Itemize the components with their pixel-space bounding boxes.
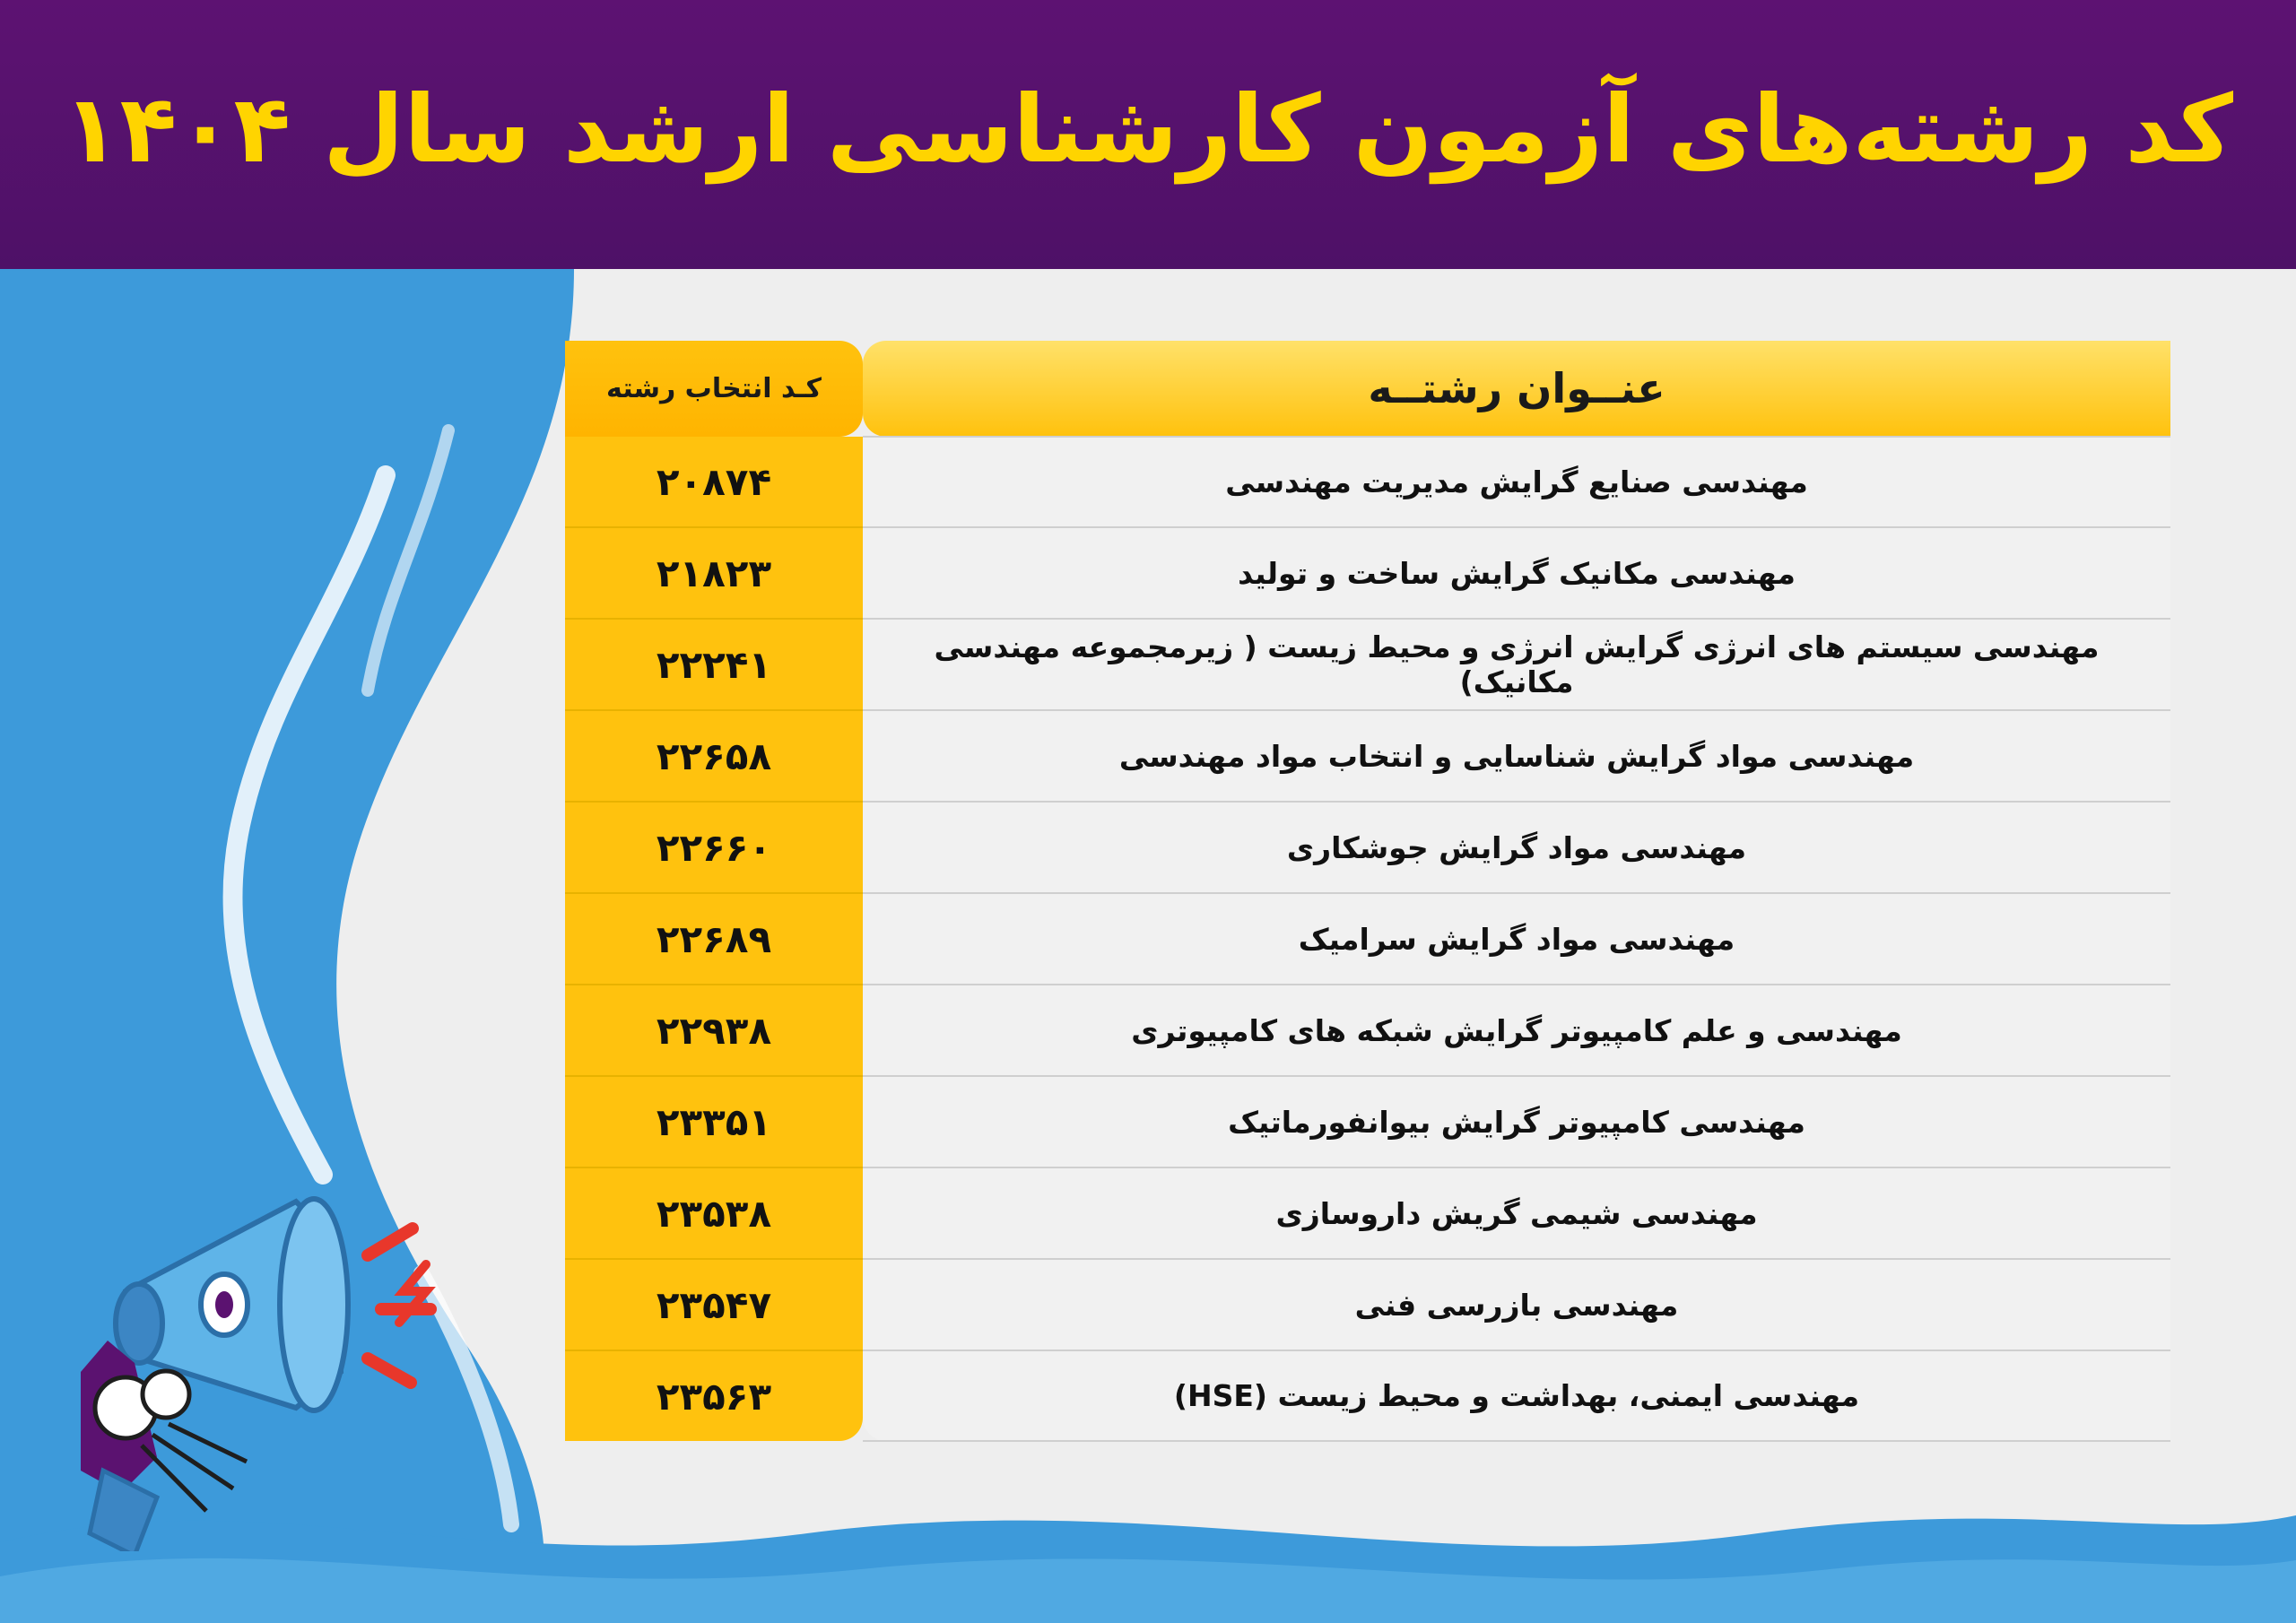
column-header-title: عنــوان رشتــه: [863, 341, 2170, 437]
table-body: [565, 437, 2170, 1441]
cell-title: مهندسی صنایع گرایش مدیریت مهندسی: [863, 437, 2170, 527]
table-row: [565, 1167, 2170, 1259]
table-row: [565, 437, 2170, 527]
cell-title: مهندسی و علم کامپیوتر گرایش شبکه های کامپیوتری: [863, 985, 2170, 1076]
cell-code: ۲۱۸۲۳: [565, 527, 863, 619]
cell-code: ۲۲۶۶۰: [565, 802, 863, 893]
cell-code: ۲۲۶۸۹: [565, 893, 863, 985]
cell-title: مهندسی کامپیوتر گرایش بیوانفورماتیک: [863, 1076, 2170, 1167]
wave-decoration-left: [0, 269, 646, 1623]
smoke-puffs: [95, 1371, 247, 1511]
table-row: [565, 1076, 2170, 1167]
cell-title: مهندسی بازرسی فنی: [863, 1259, 2170, 1350]
table-row: [565, 527, 2170, 619]
cell-code: ۲۲۲۴۱: [565, 619, 863, 710]
cell-title: مهندسی شیمی گریش داروسازی: [863, 1167, 2170, 1259]
page-title: کد رشته‌های آزمون کارشناسی ارشد سال ۱۴۰۴: [63, 74, 2233, 185]
cell-title: مهندسی مکانیک گرایش ساخت و تولید: [863, 527, 2170, 619]
table-row: [565, 1259, 2170, 1350]
discipline-codes-table: [565, 341, 2170, 1442]
cell-code: ۲۳۵۴۷: [565, 1259, 863, 1350]
page-body: [0, 269, 2296, 1623]
table-row: [565, 802, 2170, 893]
table-row: [565, 893, 2170, 985]
cell-code: ۲۳۳۵۱: [565, 1076, 863, 1167]
page-header-banner: [0, 0, 2296, 269]
cell-title: مهندسی مواد گرایش سرامیک: [863, 893, 2170, 985]
table-header-row: [565, 341, 2170, 437]
table-row: [565, 985, 2170, 1076]
cell-code: ۲۳۵۳۸: [565, 1167, 863, 1259]
cell-title: مهندسی مواد گرایش شناسایی و انتخاب مواد مهندسی: [863, 710, 2170, 802]
table-row: [565, 710, 2170, 802]
table-head: [565, 341, 2170, 437]
cell-code: ۲۲۹۳۸: [565, 985, 863, 1076]
discipline-codes-table-wrapper: [565, 341, 2170, 1442]
cell-code: ۲۳۵۶۳: [565, 1350, 863, 1441]
cell-code: ۲۰۸۷۴: [565, 437, 863, 527]
table-row: [565, 1350, 2170, 1441]
table-row: [565, 619, 2170, 710]
cell-code: ۲۲۶۵۸: [565, 710, 863, 802]
wave-decoration-bottom: [0, 1471, 2296, 1623]
column-header-code: کـد انتخاب رشته: [565, 341, 863, 437]
cell-title: مهندسی سیستم های انرژی گرایش انرژی و محیط زیست ( زیرمجموعه مهندسی مکانیک): [863, 619, 2170, 710]
cell-title: مهندسی مواد گرایش جوشکاری: [863, 802, 2170, 893]
cell-title: مهندسی ایمنی، بهداشت و محیط زیست (HSE): [863, 1350, 2170, 1441]
megaphone-icon: [36, 1013, 502, 1551]
